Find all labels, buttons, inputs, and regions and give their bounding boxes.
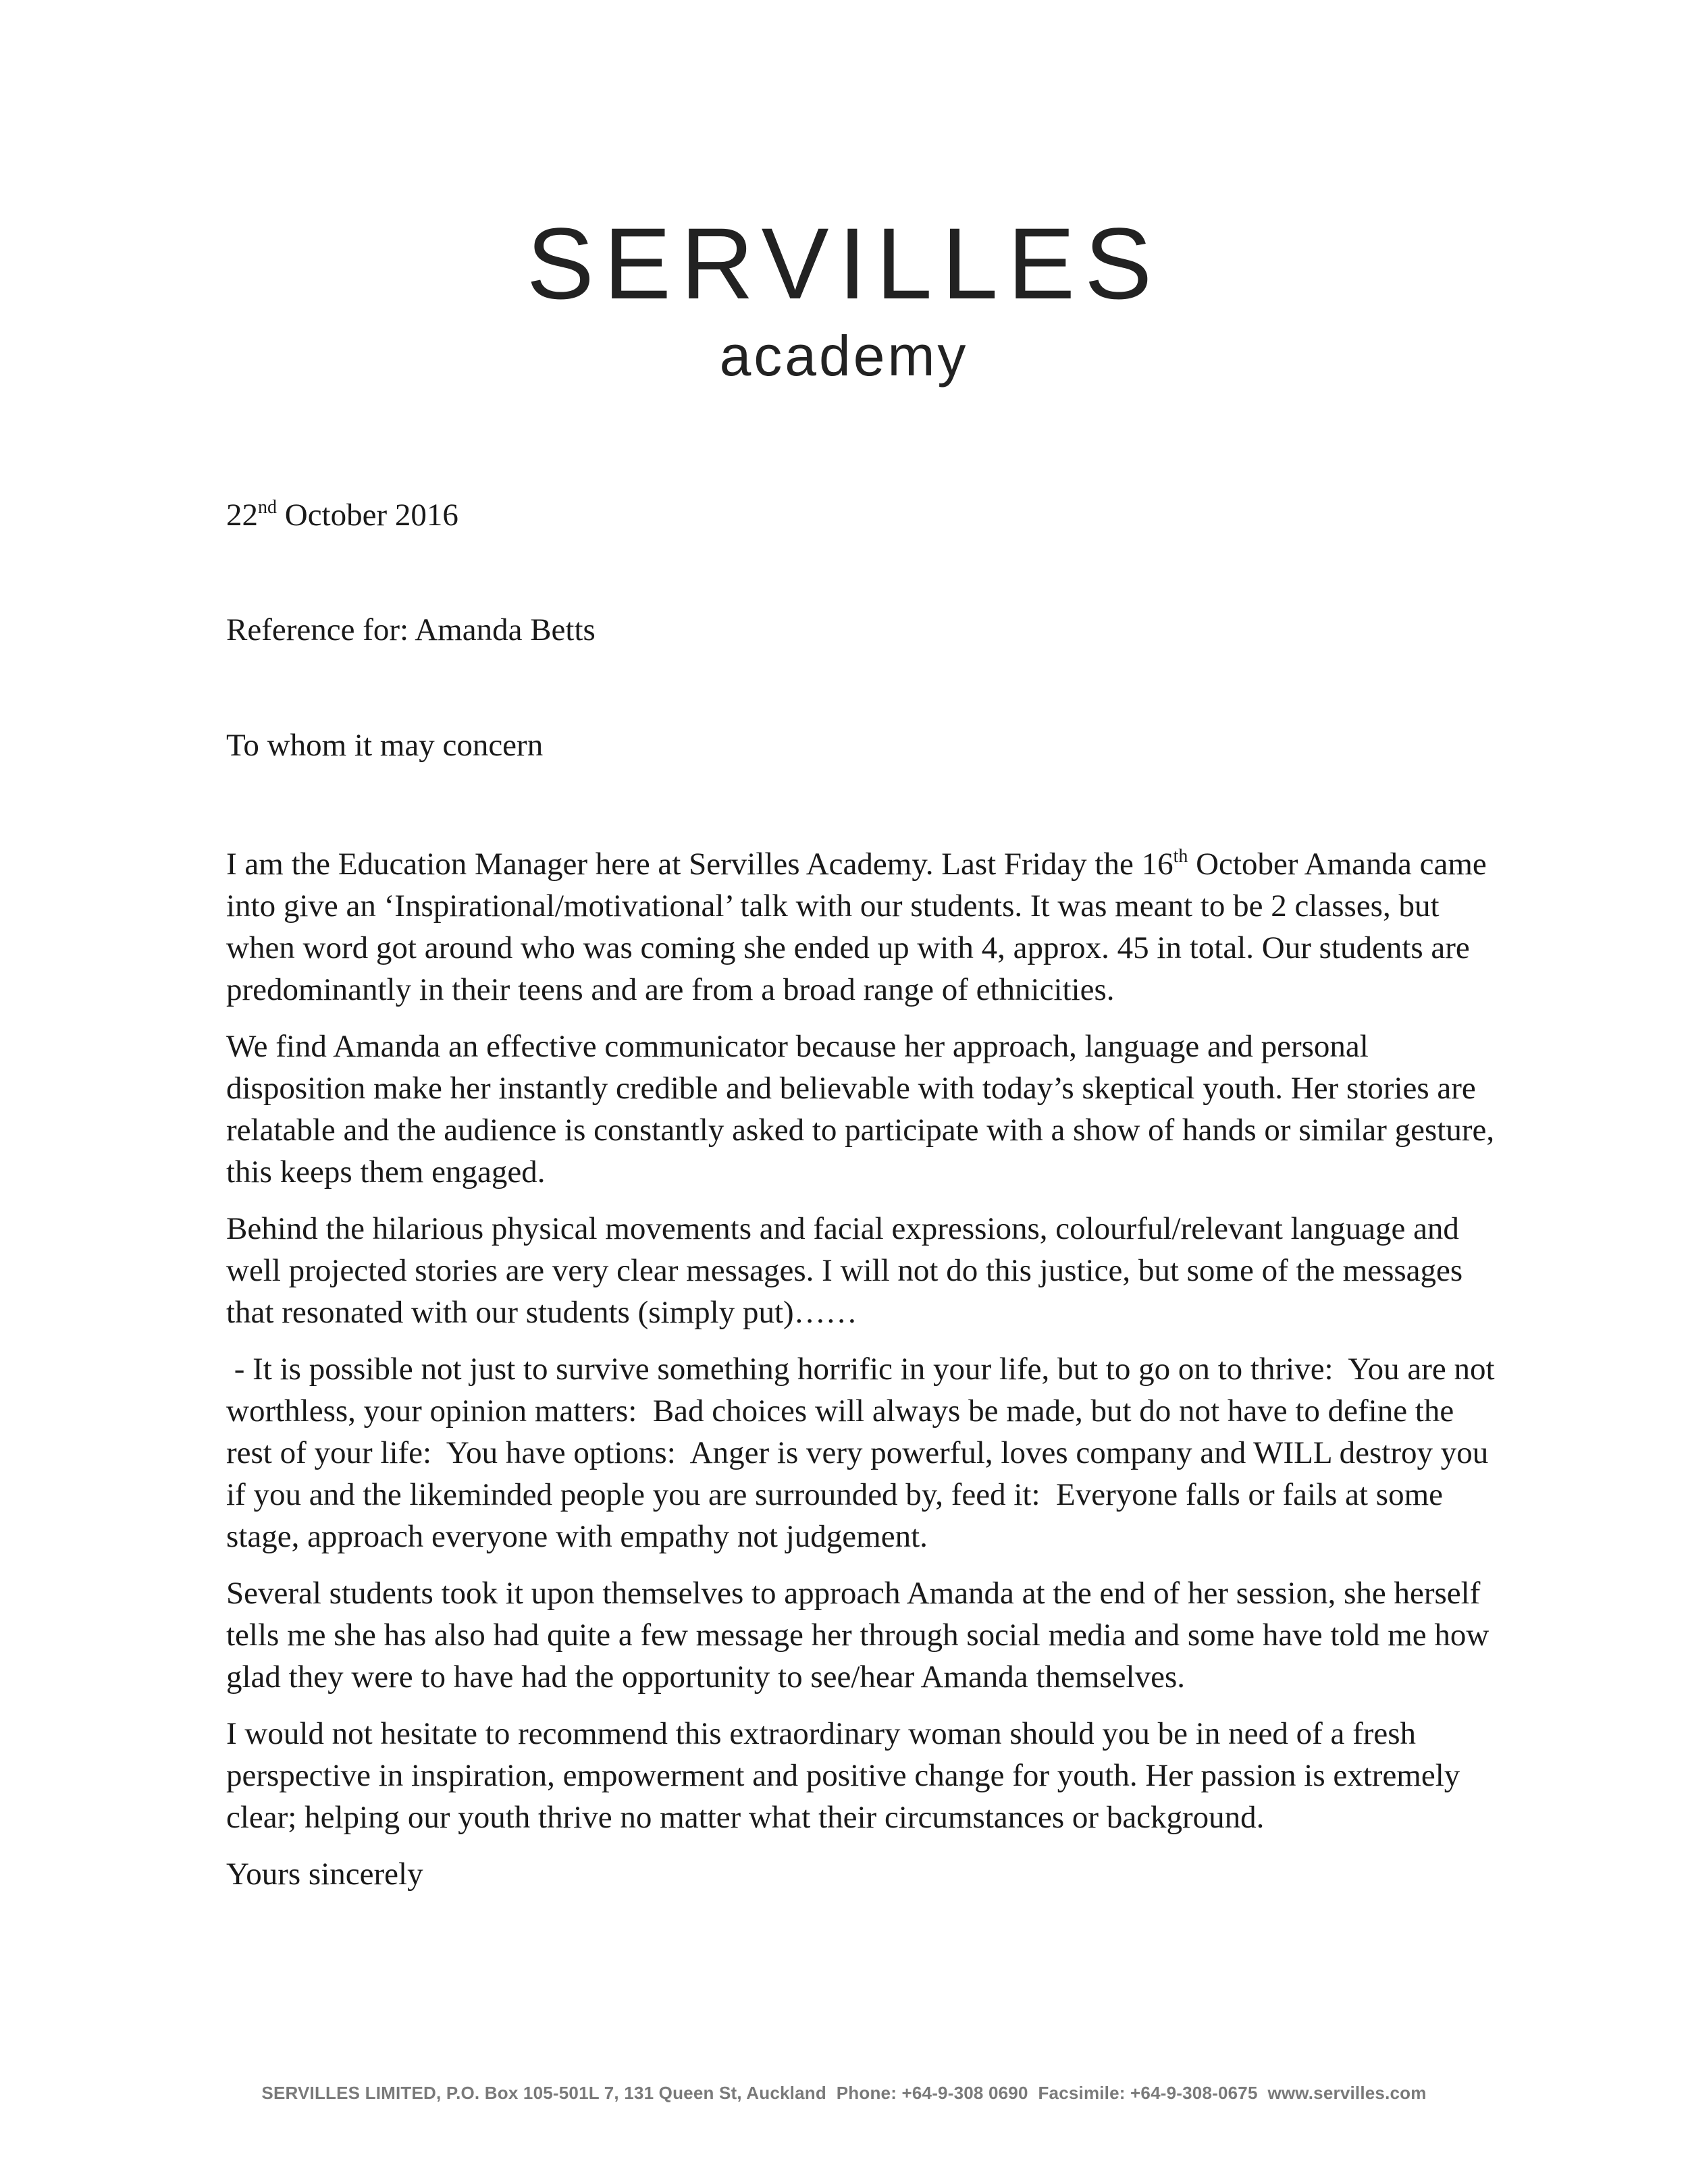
body-paragraph-4: - It is possible not just to survive something horrific in your life, but to go on to thrive: You are not worthless, your opinion matters: Bad choices will always be made, but do not have to define the rest of your life: You have options: Anger is very powerful, loves company and WILL destroy you if you and the likeminded people you are surrounded by, feed it: Everyone falls or fails at some stage, approach everyone with empathy not judgement. [226, 1352, 1503, 1554]
date-day: 22 [226, 498, 258, 533]
body-p1-part2: October Amanda came into give an ‘Inspirational/motivational’ talk with our students. It was meant to be 2 classes, but when word got around who was coming she ended up with 4, approx. 45 in total. Our students are predominantly in their teens and are from a broad range of ethnicities. [226, 847, 1487, 1007]
body-p1-sup: th [1173, 846, 1188, 867]
body-paragraph-2: We find Amanda an effective communicator because her approach, language and personal disposition make her instantly credible and believable with today’s skeptical youth. Her stories are relatable and the audience is constantly asked to participate with a show of hands or similar gesture, this keeps them engaged. [226, 1029, 1495, 1190]
salutation: To whom it may concern [226, 728, 544, 763]
body-paragraph-5: Several students took it upon themselves to approach Amanda at the end of her session, she herself tells me she has also had quite a few message her through social media and some have told me how glad they were to have had the opportunity to see/hear Amanda themselves. [226, 1576, 1489, 1695]
reference-line: Reference for: Amanda Betts [226, 612, 596, 647]
letterhead-subtitle: academy [719, 324, 969, 388]
body-paragraph-1 [226, 843, 1496, 1011]
date-rest: October 2016 [277, 498, 458, 533]
body-p1-part1: I am the Education Manager here at Servilles Academy. Last Friday the 16 [226, 847, 1173, 882]
body-paragraph-3: Behind the hilarious physical movements and facial expressions, colourful/relevant language and well projected stories are very clear messages. I will not do this justice, but some of the messages that resonated with our students (simply put)…… [226, 1211, 1463, 1330]
date-suffix: nd [258, 497, 277, 518]
closing: Yours sincerely [226, 1857, 423, 1892]
letterhead-brand: SERVILLES [526, 207, 1162, 320]
footer-contact: SERVILLES LIMITED, P.O. Box 105-501L 7, 131 Queen St, Auckland Phone: +64-9-308 0690 Facsimile: +64-9-308-0675 www.servilles.com [261, 2083, 1427, 2103]
body-paragraph-6: I would not hesitate to recommend this extraordinary woman should you be in need of a fresh perspective in inspiration, empowerment and positive change for youth. Her passion is extremely clear; helping our youth thrive no matter what their circumstances or background. [226, 1716, 1460, 1835]
letter-body [226, 843, 1503, 1895]
letter-date [226, 494, 1496, 536]
